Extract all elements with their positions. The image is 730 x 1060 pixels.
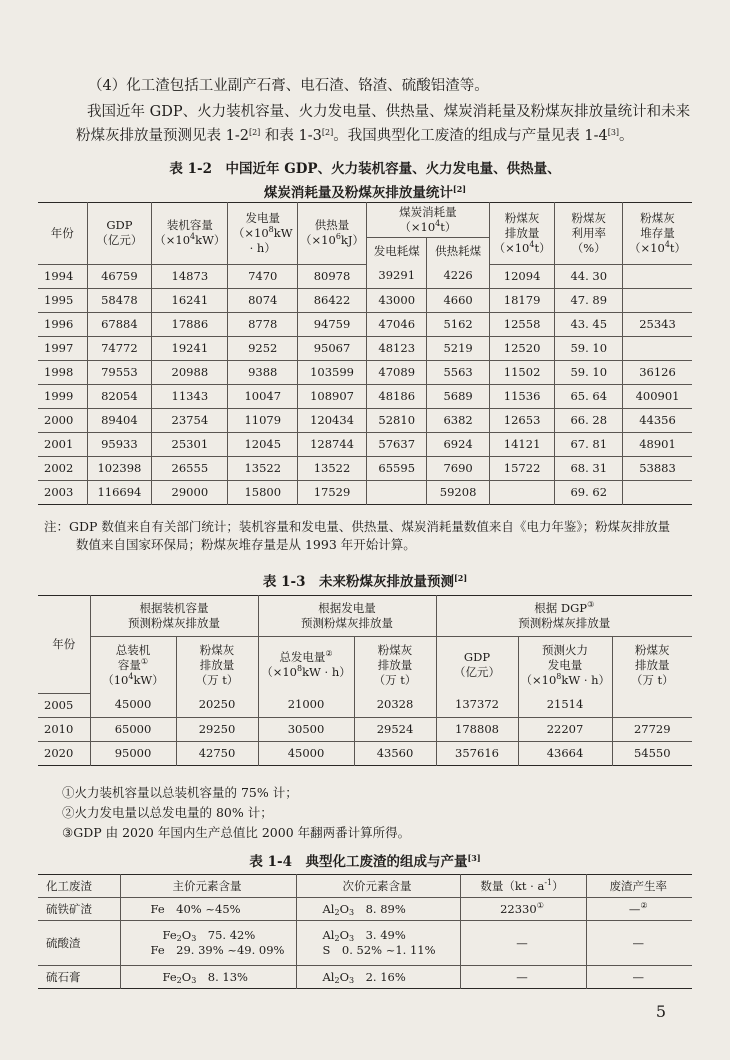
header-by-gdp: 根据 DGP③ 预测粉煤灰排放量 bbox=[436, 596, 692, 637]
table-cell: 43000 bbox=[367, 288, 427, 312]
table-cell: 29000 bbox=[152, 480, 228, 504]
table-cell: 80978 bbox=[298, 264, 367, 288]
table-1-2-body bbox=[38, 264, 692, 504]
table-cell: 95933 bbox=[87, 432, 152, 456]
table-cell: 11502 bbox=[489, 360, 555, 384]
table-row bbox=[38, 741, 692, 765]
table-cell: 47. 89 bbox=[555, 288, 623, 312]
table-cell: 11079 bbox=[228, 408, 298, 432]
table-cell: 59. 10 bbox=[555, 360, 623, 384]
amount: — bbox=[460, 966, 586, 989]
minor-element: $Al_2O_3$ 2. 16% bbox=[296, 966, 460, 989]
table-cell: 54550 bbox=[612, 741, 692, 765]
waste-name: 硫酸渣 bbox=[38, 921, 120, 966]
table-cell: 26555 bbox=[152, 456, 228, 480]
table-cell: 68. 31 bbox=[555, 456, 623, 480]
amount: 22330① bbox=[460, 898, 586, 921]
table-cell: 58478 bbox=[87, 288, 152, 312]
table-cell: 19241 bbox=[152, 336, 228, 360]
waste-name: 硫石膏 bbox=[38, 966, 120, 989]
table-cell: 178808 bbox=[436, 717, 518, 741]
table-cell: 14121 bbox=[489, 432, 555, 456]
table-cell: 400901 bbox=[623, 384, 692, 408]
table-cell: 12558 bbox=[489, 312, 555, 336]
table-row bbox=[38, 408, 692, 432]
table-row bbox=[38, 432, 692, 456]
table-cell bbox=[623, 264, 692, 288]
header-waste-name: 化工废渣 bbox=[38, 875, 120, 898]
table-cell: 65. 64 bbox=[555, 384, 623, 408]
header-gdp: GDP （亿元） bbox=[436, 637, 518, 694]
table-cell: 20988 bbox=[152, 360, 228, 384]
table-cell: 7470 bbox=[228, 264, 298, 288]
table-cell: 67. 81 bbox=[555, 432, 623, 456]
table-cell: 53883 bbox=[623, 456, 692, 480]
table-cell: 94759 bbox=[298, 312, 367, 336]
waste-name: 硫铁矿渣 bbox=[38, 898, 120, 921]
header-capacity: 装机容量 $(\times 10^4kW)$ bbox=[152, 203, 228, 265]
table-cell: 1995 bbox=[38, 288, 87, 312]
table-cell: 120434 bbox=[298, 408, 367, 432]
table-cell: 86422 bbox=[298, 288, 367, 312]
table-cell: 82054 bbox=[87, 384, 152, 408]
rate: —② bbox=[586, 898, 692, 921]
citation: [2] bbox=[248, 128, 261, 137]
table-1-3 bbox=[38, 595, 692, 766]
table-cell: 5563 bbox=[427, 360, 489, 384]
citation: [3] bbox=[607, 128, 620, 137]
table-cell: 4226 bbox=[427, 264, 489, 288]
table-cell: 43. 45 bbox=[555, 312, 623, 336]
table-cell: 12653 bbox=[489, 408, 555, 432]
table-cell: 39291 bbox=[367, 264, 427, 288]
table-cell: 52810 bbox=[367, 408, 427, 432]
table-cell: 12045 bbox=[228, 432, 298, 456]
table-row bbox=[38, 384, 692, 408]
table-row bbox=[38, 288, 692, 312]
minor-element: $Al_2O_3$ 3. 49% S 0. 52% ~1. 11% bbox=[296, 921, 460, 966]
table-cell: 9388 bbox=[228, 360, 298, 384]
table-row bbox=[38, 336, 692, 360]
header-power: 发电量 $(\times 10^8kW \cdot h)$ bbox=[228, 203, 298, 265]
table-row bbox=[38, 898, 692, 921]
header-coal-heat: 供热耗煤 bbox=[427, 238, 489, 265]
table-cell: 137372 bbox=[436, 693, 518, 717]
header-minor-element: 次价元素含量 bbox=[296, 875, 460, 898]
table-cell: 12520 bbox=[489, 336, 555, 360]
header-ash-1: 粉煤灰 排放量 （万 t） bbox=[176, 637, 258, 694]
table-cell: 12094 bbox=[489, 264, 555, 288]
table-1-3-body bbox=[38, 693, 692, 765]
header-gdp: GDP （亿元） bbox=[87, 203, 152, 265]
header-predicted-power: 预测火力 发电量 $(\times 10^8kW \cdot h)$ bbox=[518, 637, 612, 694]
header-amount: 数量$(kt \cdot a^{-1})$ bbox=[460, 875, 586, 898]
table-row bbox=[38, 312, 692, 336]
table-cell: 1999 bbox=[38, 384, 87, 408]
table-cell: 17529 bbox=[298, 480, 367, 504]
table-cell: 15800 bbox=[228, 480, 298, 504]
header-ash-2: 粉煤灰 排放量 （万 t） bbox=[354, 637, 436, 694]
table-cell: 23754 bbox=[152, 408, 228, 432]
table-row bbox=[38, 456, 692, 480]
table-cell: 8778 bbox=[228, 312, 298, 336]
table-1-3-caption: 表 1-3 未来粉煤灰排放量预测[2] bbox=[262, 573, 468, 590]
header-by-capacity: 根据装机容量 预测粉煤灰排放量 bbox=[90, 596, 258, 637]
table-cell: 47046 bbox=[367, 312, 427, 336]
amount: — bbox=[460, 921, 586, 966]
table-cell: 2001 bbox=[38, 432, 87, 456]
table-cell: 44356 bbox=[623, 408, 692, 432]
table-row bbox=[38, 921, 692, 966]
table-cell bbox=[623, 336, 692, 360]
header-total-power: 总发电量② $(\times 10^8kW \cdot h)$ bbox=[258, 637, 354, 694]
header-ash-3: 粉煤灰 排放量 （万 t） bbox=[612, 637, 692, 694]
table-cell: 95067 bbox=[298, 336, 367, 360]
table-cell: 102398 bbox=[87, 456, 152, 480]
table-cell bbox=[612, 693, 692, 717]
table-cell: 43560 bbox=[354, 741, 436, 765]
paragraph-2: 我国近年 GDP、火力装机容量、火力发电量、供热量、煤炭消耗量及粉煤灰排放量统计和未来粉煤灰排放量预测见表 1-2[2] 和表 1-3[2]。我国典型化工废渣的组成与产量见表 1-4[3]。 bbox=[76, 104, 691, 144]
table-cell: 1997 bbox=[38, 336, 87, 360]
table-cell: 18179 bbox=[489, 288, 555, 312]
table-cell: 128744 bbox=[298, 432, 367, 456]
table-cell: 2005 bbox=[38, 693, 90, 717]
table-cell: 25343 bbox=[623, 312, 692, 336]
table-cell: 21514 bbox=[518, 693, 612, 717]
table-cell: 116694 bbox=[87, 480, 152, 504]
table-cell: 67884 bbox=[87, 312, 152, 336]
table-cell: 29250 bbox=[176, 717, 258, 741]
page-number: 5 bbox=[655, 1002, 666, 1021]
rate: — bbox=[586, 966, 692, 989]
table-cell: 29524 bbox=[354, 717, 436, 741]
table-cell: 66. 28 bbox=[555, 408, 623, 432]
table-cell: 4660 bbox=[427, 288, 489, 312]
table-row bbox=[38, 717, 692, 741]
table-cell: 7690 bbox=[427, 456, 489, 480]
table-cell: 47089 bbox=[367, 360, 427, 384]
table-cell: 74772 bbox=[87, 336, 152, 360]
header-ash-emission: 粉煤灰 排放量 $(\times 10^4t)$ bbox=[489, 203, 555, 265]
header-coal-power: 发电耗煤 bbox=[367, 238, 427, 265]
table-cell: 20250 bbox=[176, 693, 258, 717]
header-rate: 废渣产生率 bbox=[586, 875, 692, 898]
major-element: Fe 40% ~45% bbox=[120, 898, 296, 921]
table-cell: 103599 bbox=[298, 360, 367, 384]
header-year: 年份 bbox=[38, 596, 90, 694]
table-cell bbox=[367, 480, 427, 504]
table-cell: 30500 bbox=[258, 717, 354, 741]
table-cell: 65595 bbox=[367, 456, 427, 480]
paragraph-1: （4）化工渣包括工业副产石膏、电石渣、铬渣、硫酸铝渣等。 bbox=[88, 78, 489, 94]
table-cell: 89404 bbox=[87, 408, 152, 432]
table-cell: 2000 bbox=[38, 408, 87, 432]
table-row bbox=[38, 360, 692, 384]
table-cell: 17886 bbox=[152, 312, 228, 336]
table-cell: 25301 bbox=[152, 432, 228, 456]
table-cell: 44. 30 bbox=[555, 264, 623, 288]
rate: — bbox=[586, 921, 692, 966]
table-cell: 43664 bbox=[518, 741, 612, 765]
header-ash-storage: 粉煤灰 堆存量 $(\times 10^4t)$ bbox=[623, 203, 692, 265]
table-cell: 65000 bbox=[90, 717, 176, 741]
header-year: 年份 bbox=[38, 203, 87, 265]
table-cell bbox=[623, 480, 692, 504]
table-1-2-caption: 表 1-2 中国近年 GDP、火力装机容量、火力发电量、供热量、 煤炭消耗量及粉煤灰排放量统计[2] bbox=[169, 161, 561, 201]
table-cell: 2003 bbox=[38, 480, 87, 504]
citation: [2] bbox=[321, 128, 334, 137]
table-cell: 6924 bbox=[427, 432, 489, 456]
table-cell: 59. 10 bbox=[555, 336, 623, 360]
table-cell: 5162 bbox=[427, 312, 489, 336]
major-element: $Fe_2O_3$ 75. 42% Fe 29. 39% ~49. 09% bbox=[120, 921, 296, 966]
table-cell: 2010 bbox=[38, 717, 90, 741]
table-row bbox=[38, 693, 692, 717]
minor-element: $Al_2O_3$ 8. 89% bbox=[296, 898, 460, 921]
major-element: $Fe_2O_3$ 8. 13% bbox=[120, 966, 296, 989]
table-cell: 2002 bbox=[38, 456, 87, 480]
table-cell: 8074 bbox=[228, 288, 298, 312]
table-cell: 95000 bbox=[90, 741, 176, 765]
header-by-power: 根据发电量 预测粉煤灰排放量 bbox=[258, 596, 436, 637]
table-cell: 45000 bbox=[90, 693, 176, 717]
table-cell: 10047 bbox=[228, 384, 298, 408]
table-cell: 46759 bbox=[87, 264, 152, 288]
table-cell: 1994 bbox=[38, 264, 87, 288]
table-cell: 15722 bbox=[489, 456, 555, 480]
table-row bbox=[38, 264, 692, 288]
table-cell: 59208 bbox=[427, 480, 489, 504]
table-cell: 14873 bbox=[152, 264, 228, 288]
table-cell: 357616 bbox=[436, 741, 518, 765]
table-row bbox=[38, 966, 692, 989]
table-1-4-caption: 表 1-4 典型化工废渣的组成与产量[3] bbox=[249, 853, 481, 870]
table-cell: 22207 bbox=[518, 717, 612, 741]
table-cell: 9252 bbox=[228, 336, 298, 360]
table-cell bbox=[489, 480, 555, 504]
table-cell: 11343 bbox=[152, 384, 228, 408]
table-1-4 bbox=[38, 874, 692, 989]
table-cell: 108907 bbox=[298, 384, 367, 408]
table-cell: 6382 bbox=[427, 408, 489, 432]
table-cell: 13522 bbox=[298, 456, 367, 480]
table-cell: 21000 bbox=[258, 693, 354, 717]
table-cell: 45000 bbox=[258, 741, 354, 765]
table-cell: 36126 bbox=[623, 360, 692, 384]
table-1-2 bbox=[38, 202, 692, 505]
table-cell: 57637 bbox=[367, 432, 427, 456]
table-cell: 1998 bbox=[38, 360, 87, 384]
table-1-2-note: 注：GDP 数值来自有关部门统计；装机容量和发电量、供热量、煤炭消耗量数值来自《电力年鉴》；粉煤灰排放量 数值来自国家环保局；粉煤灰堆存量是从 1993 年开始计算。 bbox=[44, 519, 671, 552]
table-cell: 2020 bbox=[38, 741, 90, 765]
table-cell: 5689 bbox=[427, 384, 489, 408]
table-cell: 20328 bbox=[354, 693, 436, 717]
table-row bbox=[38, 480, 692, 504]
table-cell: 13522 bbox=[228, 456, 298, 480]
header-coal: 煤炭消耗量 $(\times 10^4t)$ bbox=[367, 203, 490, 238]
table-cell: 27729 bbox=[612, 717, 692, 741]
table-cell: 48123 bbox=[367, 336, 427, 360]
header-heat: 供热量 $(\times 10^6kJ)$ bbox=[298, 203, 367, 265]
table-cell: 16241 bbox=[152, 288, 228, 312]
header-total-capacity: 总装机 容量① $(10^4kW)$ bbox=[90, 637, 176, 694]
table-cell: 42750 bbox=[176, 741, 258, 765]
table-cell: 1996 bbox=[38, 312, 87, 336]
table-cell: 79553 bbox=[87, 360, 152, 384]
table-cell: 5219 bbox=[427, 336, 489, 360]
table-cell: 69. 62 bbox=[555, 480, 623, 504]
table-cell bbox=[623, 288, 692, 312]
header-major-element: 主价元素含量 bbox=[120, 875, 296, 898]
table-cell: 48901 bbox=[623, 432, 692, 456]
table-cell: 11536 bbox=[489, 384, 555, 408]
header-ash-utilization: 粉煤灰 利用率 （%） bbox=[555, 203, 623, 265]
table-cell: 48186 bbox=[367, 384, 427, 408]
table-1-3-notes: ①火力装机容量以总装机容量的 75% 计； ②火力发电量以总发电量的 80% 计； ③GDP 由 2020 年国内生产总值比 2000 年翻两番计算所得。 bbox=[62, 785, 411, 840]
